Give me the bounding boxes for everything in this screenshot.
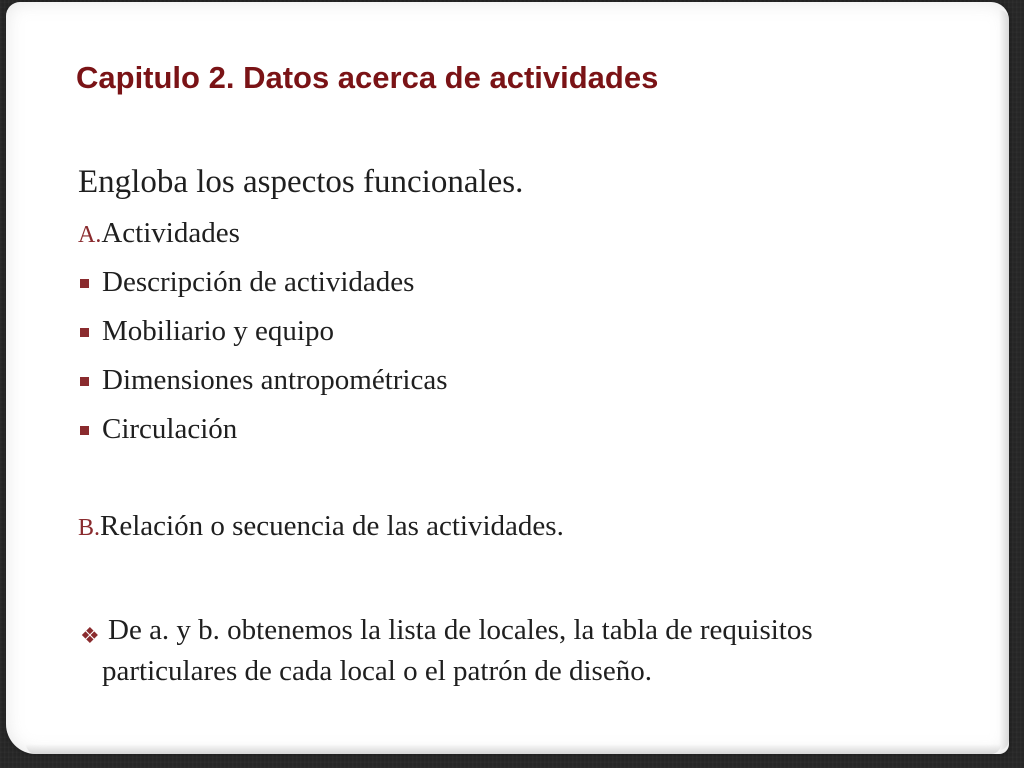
section-b-label: Relación o secuencia de las actividades. <box>100 510 564 542</box>
slide-paper <box>6 2 1009 754</box>
square-bullet-icon <box>80 328 89 337</box>
intro-text: Engloba los aspectos funcionales. <box>78 164 524 200</box>
conclusion-line-1: De a. y b. obtenemos la lista de locales, la tabla de requisitos <box>108 614 813 646</box>
section-b-heading <box>78 510 564 543</box>
slide-title: Capitulo 2. Datos acerca de actividades <box>76 60 659 95</box>
list-item <box>78 315 334 348</box>
section-b-marker: B. <box>78 515 101 541</box>
square-bullet-icon <box>80 279 89 288</box>
paper-curl-bottom <box>26 744 1001 754</box>
section-a-label: Actividades <box>101 217 240 249</box>
paper-curl-right <box>999 10 1009 750</box>
list-item-text: Dimensiones antropométricas <box>102 364 448 396</box>
conclusion-line-2: particulares de cada local o el patrón de diseño. <box>102 655 652 687</box>
list-item-text: Descripción de actividades <box>102 266 415 298</box>
list-item-text: Circulación <box>102 413 238 445</box>
square-bullet-icon <box>80 426 89 435</box>
section-a-heading <box>78 217 240 250</box>
conclusion-paragraph <box>78 610 978 692</box>
list-item-text: Mobiliario y equipo <box>102 315 334 347</box>
four-diamond-icon: ❖ <box>80 624 100 649</box>
conclusion-text <box>102 610 978 692</box>
list-item <box>78 413 237 446</box>
list-item <box>78 364 448 397</box>
list-item <box>78 266 414 299</box>
section-a-marker: A. <box>78 222 102 248</box>
square-bullet-icon <box>80 377 89 386</box>
